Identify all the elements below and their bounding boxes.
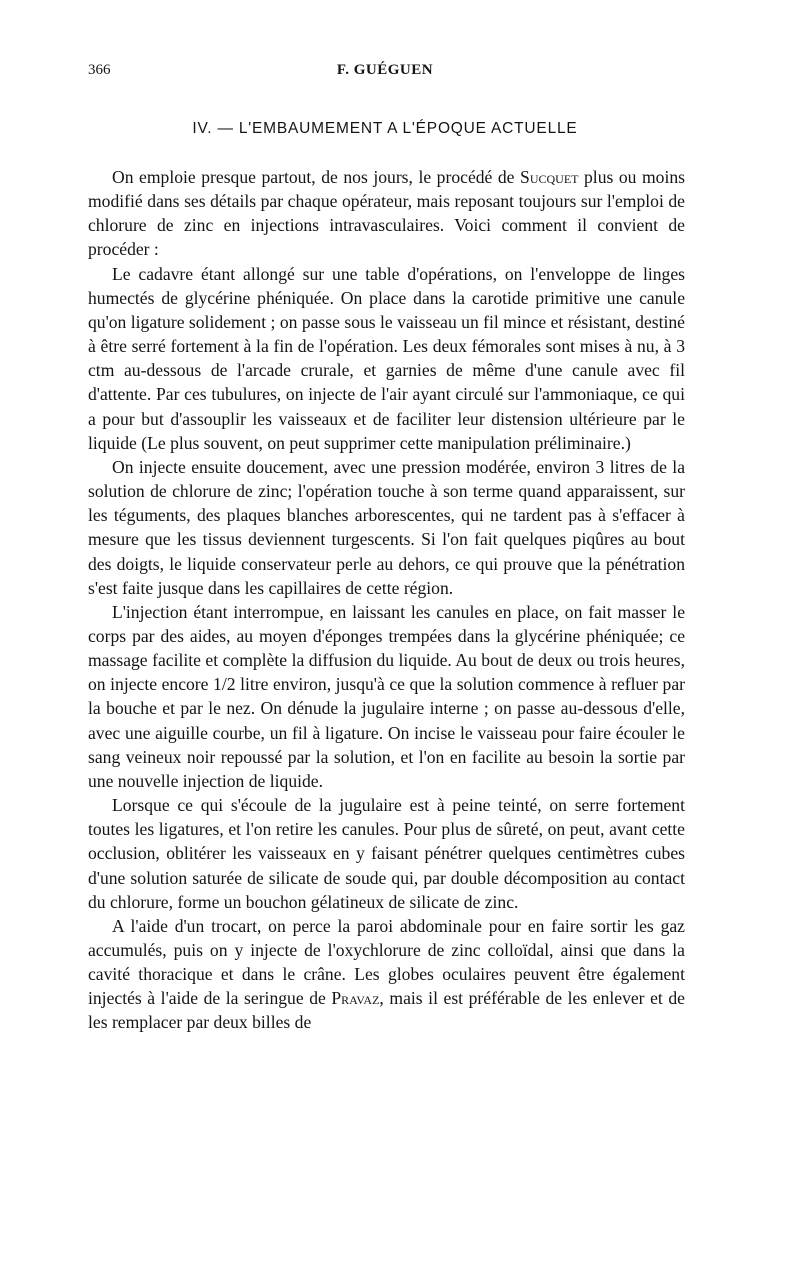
paragraph: L'injection étant interrompue, en laissant les canules en place, on fait masser le corps par des aides, au moyen d'éponges trempées dans la glycérine phéniquée; ce massage facilite et complète la diffusion du liquide. Au bout de deux ou trois heures, on injecte encore 1/2 litre environ, jusqu'à ce que la solution commence à refluer par la bouche et par le nez. On dénude la jugulaire interne ; on passe au-dessous d'elle, avec une aiguille courbe, un fil à ligature. On incise le vaisseau pour faire écouler le sang veineux noir repoussé par la solution, et l'on en facilite au besoin la sortie par une nouvelle injection de liquide. [88,601,685,791]
running-head-author: F. GUÉGUEN [336,62,434,78]
paragraph: On emploie presque partout, de nos jours, le procédé de Sucquet plus ou moins modifié dans ses détails par chaque opérateur, mais reposant toujours sur l'emploi de chlorure de zinc en injections intravasculaires. Voici comment il convient de procéder : [88,167,686,260]
running-head [88,62,682,86]
section-heading: IV. — L'EMBAUMEMENT A L'ÉPOQUE ACTUELLE [192,120,578,137]
body-text [88,165,685,1035]
paragraph: A l'aide d'un trocart, on perce la paroi abdominale pour en faire sortir les gaz accumulés, puis on y injecte de l'oxychlorure de zinc colloïdal, ainsi que dans la cavité thoracique et dans le crâne. Les globes oculaires peuvent être également injectés à l'aide de la seringue de Pravaz, mais il est préférable de les enlever et de les remplacer par deux billes de [88,915,685,1033]
paragraph: Le cadavre étant allongé sur une table d'opérations, on l'enveloppe de linges humectés de glycérine phéniquée. On place dans la carotide primitive une canule qu'on ligature solidement ; on passe sous le vaisseau un fil mince et résistant, destiné à être serré fortement à la fin de l'opération. Les deux fémorales sont mises à nu, à 3 ctm au-dessous de l'arcade crurale, et garnies de même d'une canule avec fil d'attente. Par ces tubulures, on injecte de l'air ayant circulé sur l'ammoniaque, ce qui a pour but d'assouplir les vaisseaux et de faciliter leur distension ultérieure par le liquide (Le plus souvent, on peut supprimer cette manipulation préliminaire.) [88,263,685,453]
author-name: Pravaz [331,988,380,1009]
paragraph: Lorsque ce qui s'écoule de la jugulaire est à peine teinté, on serre fortement toutes les ligatures, et l'on retire les canules. Pour plus de sûreté, on peut, avant cette occlusion, oblitérer les vaisseaux en y faisant pénétrer quelques centimètres cubes d'une solution saturée de silicate de soude qui, par double décomposition au contact du chlorure, forme un bouchon gélatineux de silicate de zinc. [88,795,685,912]
author-name: Sucquet [520,167,579,187]
page-number: 366 [88,62,111,78]
paragraph: On injecte ensuite doucement, avec une pression modérée, environ 3 litres de la solution de chlorure de zinc; l'opération touche à son terme quand apparaissent, sur les téguments, des plaques blanches arborescentes, qui ne tardent pas à s'effacer à mesure que les tissus deviennent turgescents. Si l'on fait quelques piqûres au bout des doigts, le liquide conservateur perle au dehors, ce qui prouve que la pénétration s'est faite jusque dans les capillaires de cette région. [88,456,685,598]
